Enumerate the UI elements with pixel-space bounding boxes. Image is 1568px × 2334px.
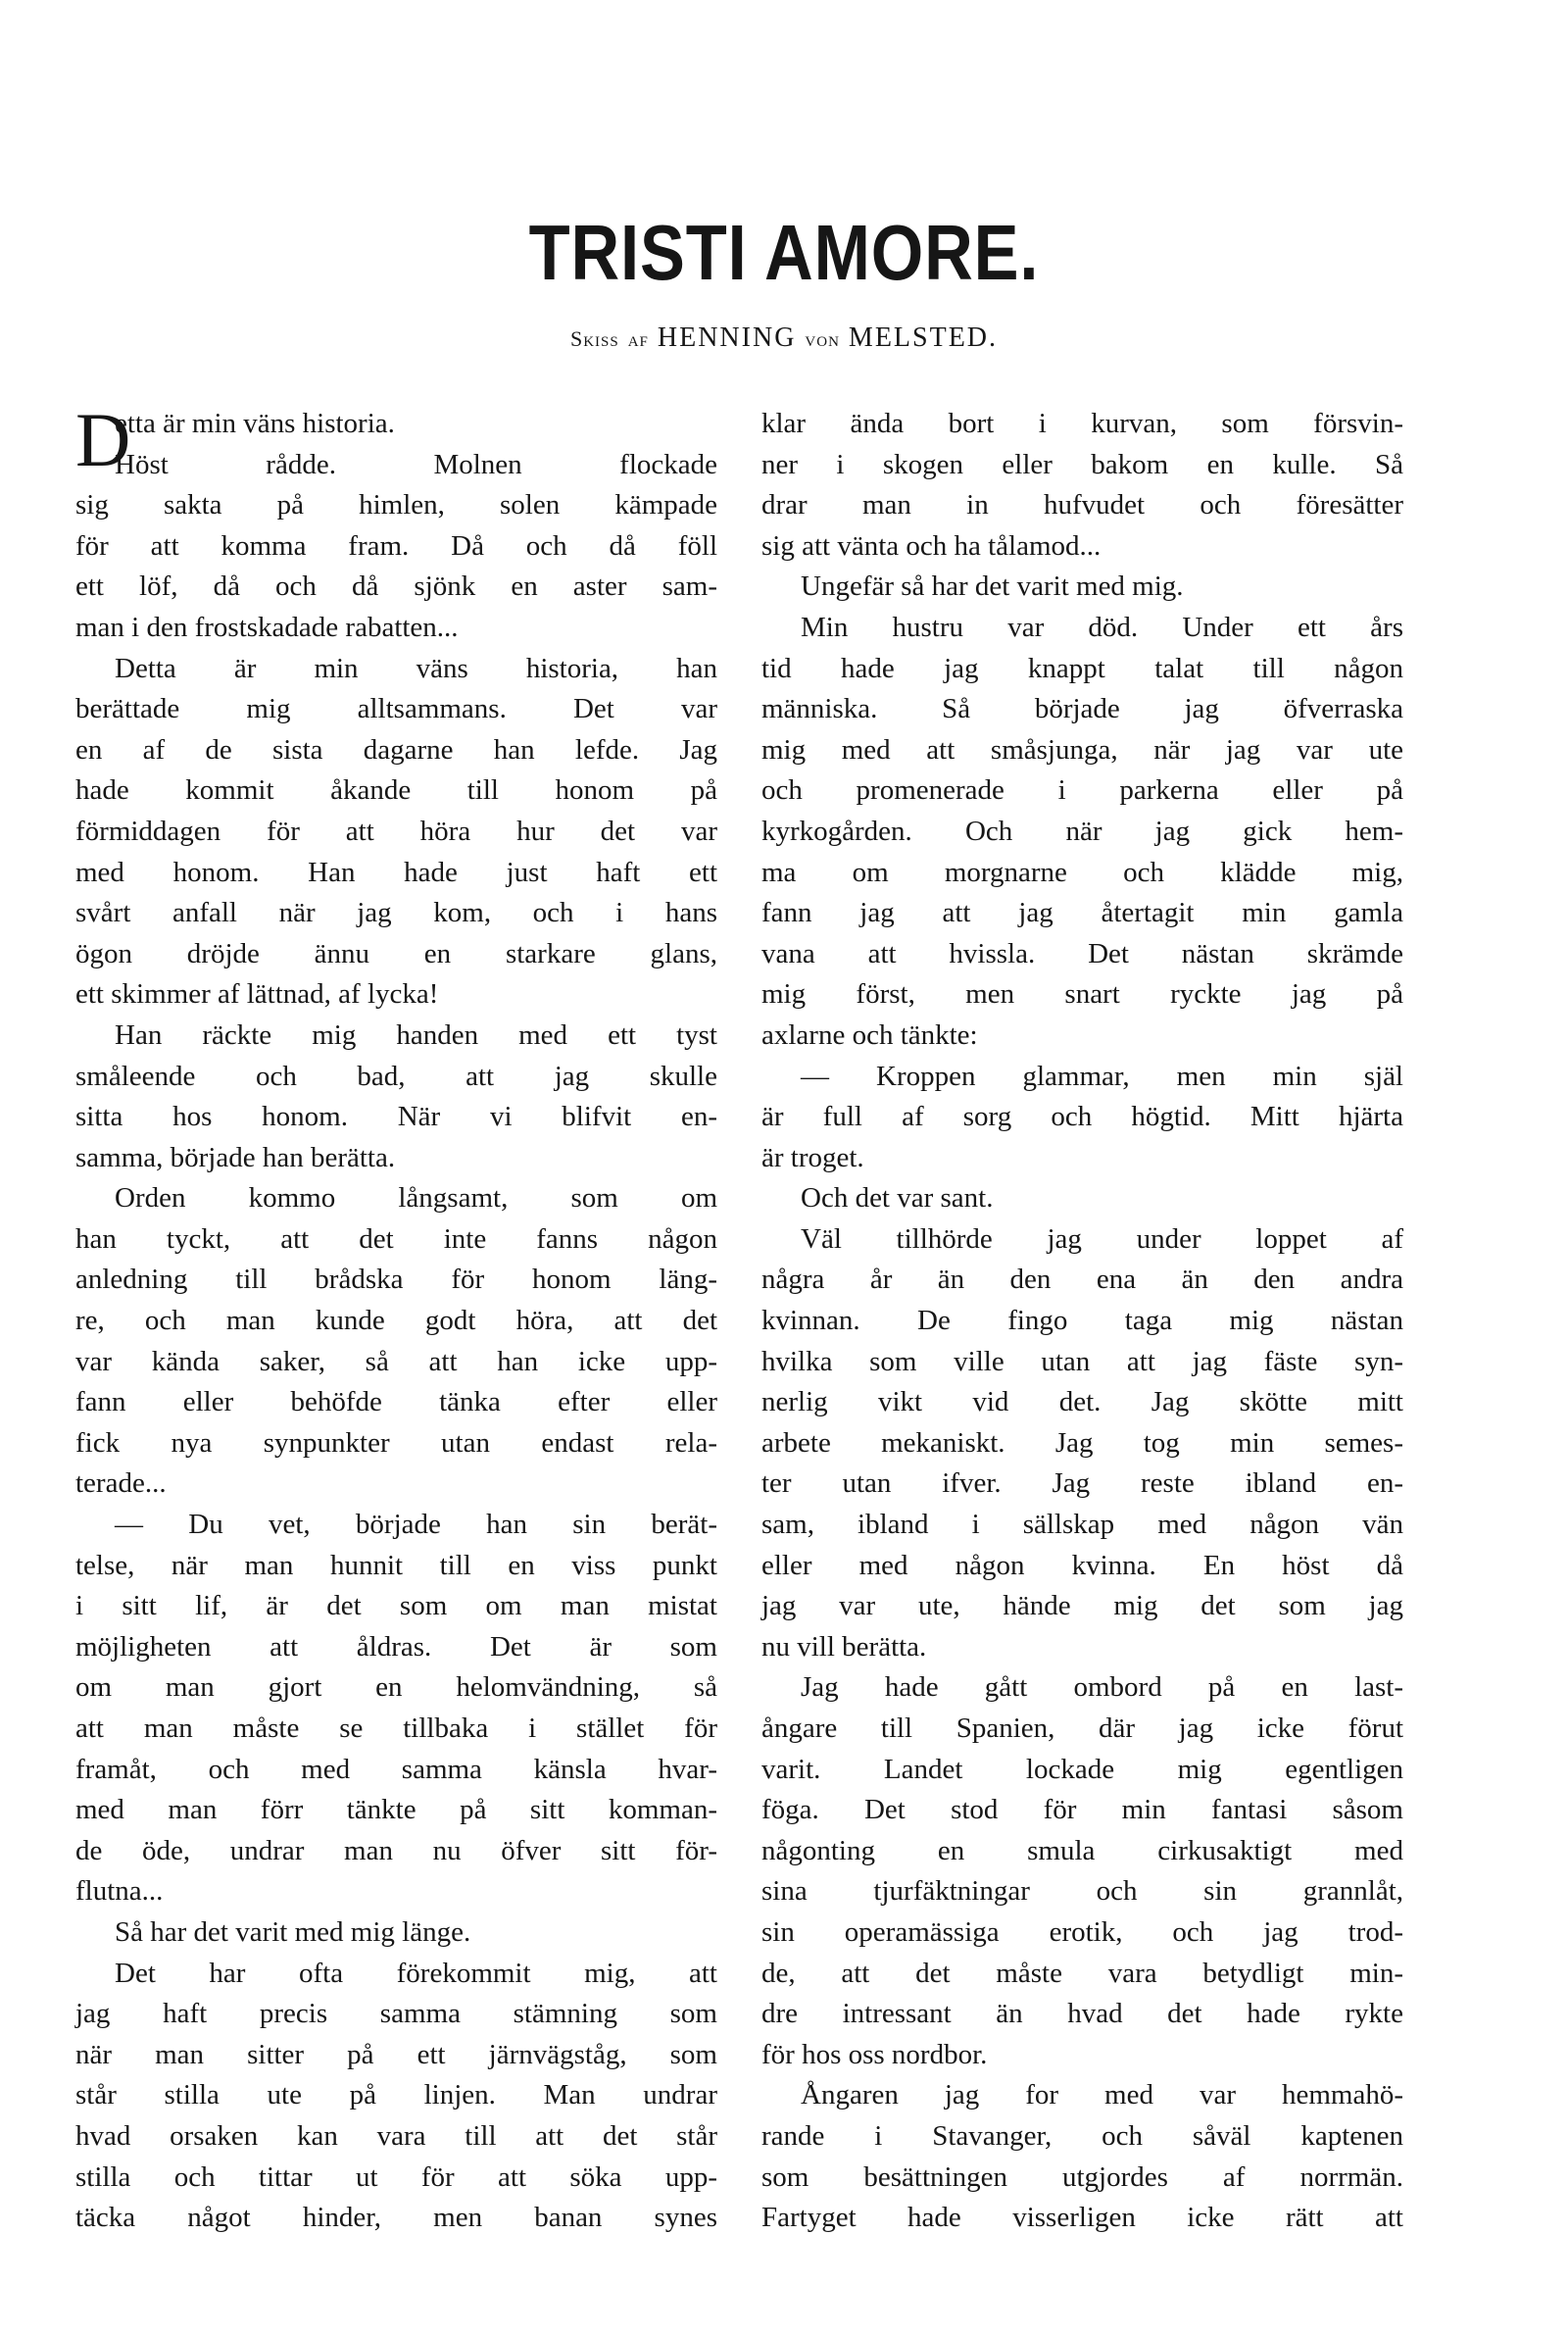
right-column-line: jag var ute, hände mig det som jag [761, 1590, 1403, 1622]
right-column-line: varit. Landet lockade mig egentligen [761, 1753, 1403, 1785]
right-column-line: föga. Det stod för min fantasi såsom [761, 1794, 1403, 1826]
left-column-line: i sitt lif, är det som om man mistat [75, 1590, 717, 1622]
right-column-line: ner i skogen eller bakom en kulle. Så [761, 448, 1403, 480]
right-column-line: Ångaren jag for med var hemmahö- [801, 2079, 1403, 2111]
left-column-line: att man måste se tillbaka i stället för [75, 1713, 717, 1744]
right-column-line: ångare till Spanien, där jag icke förut [761, 1713, 1403, 1744]
byline-author-first: HENNING [657, 323, 797, 353]
right-column-line: någonting en smula cirkusaktigt med [761, 1834, 1403, 1866]
left-column-line: terade... [75, 1467, 167, 1500]
right-column-line: fann jag att jag återtagit min gamla [761, 897, 1403, 929]
left-column-line: man i den frostskadade rabatten... [75, 611, 459, 643]
left-column-line: etta är min väns historia. [115, 408, 395, 439]
left-column-line: berättade mig alltsammans. Det var [75, 693, 717, 725]
right-column-line: sina tjurfäktningar och sin grannlåt, [761, 1875, 1403, 1908]
left-column-line: hade kommit åkande till honom på [75, 774, 717, 807]
right-column-line: sam, ibland i sällskap med någon vän [761, 1509, 1403, 1541]
right-column-line: ma om morgnarne och klädde mig, [761, 856, 1403, 888]
left-column-line: när man sitter på ett järnvägståg, som [75, 2038, 717, 2070]
right-column-line: mig med att småsjunga, när jag var ute [761, 733, 1403, 766]
left-column-line: stilla och tittar ut för att söka upp- [75, 2160, 717, 2193]
right-column-line: tid hade jag knappt talat till någon [761, 652, 1403, 684]
left-column-line: möjligheten att åldras. Det är som [75, 1630, 717, 1663]
left-column-line: Höst rådde. Molnen flockade [115, 448, 717, 480]
byline-von: von [805, 326, 840, 351]
left-column-line: han tyckt, att det inte fanns någon [75, 1222, 717, 1255]
left-column-line: Det har ofta förekommit mig, att [115, 1957, 717, 1989]
left-column-line: fann eller behöfde tänka efter eller [75, 1386, 717, 1418]
right-column-line: klar ända bort i kurvan, som försvin- [761, 408, 1403, 439]
right-column-line: drar man in hufvudet och föresätter [761, 489, 1403, 521]
left-column-line: jag haft precis samma stämning som [75, 1998, 717, 2030]
left-column-line: förmiddagen för att höra hur det var [75, 815, 717, 847]
left-column-line: Detta är min väns historia, han [115, 652, 717, 684]
text-column-right [761, 404, 1403, 2239]
left-column-line: anledning till brådska för honom läng- [75, 1264, 717, 1296]
left-column-line: ett skimmer af lättnad, af lycka! [75, 978, 439, 1011]
left-column-line: med honom. Han hade just haft ett [75, 856, 717, 888]
drop-cap: D [75, 397, 131, 482]
left-column-line: Han räckte mig handen med ett tyst [115, 1018, 717, 1051]
right-column-line: Ungefär så har det varit med mig. [801, 571, 1184, 603]
right-column-line: sin operamässiga erotik, och jag trod- [761, 1915, 1403, 1948]
left-column-line: var kända saker, så att han icke upp- [75, 1345, 717, 1377]
right-column-line: som besättningen utgjordes af norrmän. [761, 2160, 1403, 2193]
right-column-line: Och det var sant. [801, 1182, 994, 1215]
left-column-line: telse, när man hunnit till en viss punkt [75, 1549, 717, 1581]
right-column-line: rande i Stavanger, och såväl kaptenen [761, 2119, 1403, 2152]
left-column-line: ett löf, då och då sjönk en aster sam- [75, 571, 717, 603]
left-column-line: — Du vet, började han sin berät- [115, 1509, 717, 1541]
right-column-line: och promenerade i parkerna eller på [761, 774, 1403, 807]
left-column-line: framåt, och med samma känsla hvar- [75, 1753, 717, 1785]
right-column-line: arbete mekaniskt. Jag tog min semes- [761, 1426, 1403, 1459]
right-column-line: är troget. [761, 1141, 864, 1173]
right-column-line: nerlig vikt vid det. Jag skötte mitt [761, 1386, 1403, 1418]
right-column-line: hvilka som ville utan att jag fäste syn- [761, 1345, 1403, 1377]
right-column-line: några år än den ena än den andra [761, 1264, 1403, 1296]
left-column-line: re, och man kunde godt höra, att det [75, 1305, 717, 1337]
right-column-line: Min hustru var död. Under ett års [801, 611, 1403, 643]
right-column-line: kyrkogården. Och när jag gick hem- [761, 815, 1403, 847]
byline [0, 323, 1568, 354]
right-column-line: nu vill berätta. [761, 1630, 927, 1663]
left-column-line: hvad orsaken kan vara till att det står [75, 2119, 717, 2152]
right-column-line: vana att hvissla. Det nästan skrämde [761, 937, 1403, 969]
right-column-line: ter utan ifver. Jag reste ibland en- [761, 1467, 1403, 1500]
right-column-line: eller med någon kvinna. En höst då [761, 1549, 1403, 1581]
right-column-line: för hos oss nordbor. [761, 2038, 988, 2070]
left-column-line: en af de sista dagarne han lefde. Jag [75, 733, 717, 766]
text-column-left [75, 397, 717, 2239]
right-column-line: dre intressant än hvad det hade rykte [761, 1998, 1403, 2030]
right-column-line: Fartyget hade visserligen icke rätt att [761, 2202, 1403, 2234]
byline-author-last: MELSTED. [848, 323, 999, 353]
left-column-line: om man gjort en helomvändning, så [75, 1671, 717, 1704]
right-column-line: axlarne och tänkte: [761, 1018, 978, 1051]
left-column-line: svårt anfall när jag kom, och i hans [75, 897, 717, 929]
left-column-line: Så har det varit med mig länge. [115, 1915, 471, 1948]
right-column-line: sig att vänta och ha tålamod... [761, 529, 1102, 562]
left-column-line: för att komma fram. Då och då föll [75, 529, 717, 562]
left-column-line: fick nya synpunkter utan endast rela- [75, 1426, 717, 1459]
right-column-line: är full af sorg och högtid. Mitt hjärta [761, 1101, 1403, 1133]
right-column-line: kvinnan. De fingo taga mig nästan [761, 1305, 1403, 1337]
left-column-line: småleende och bad, att jag skulle [75, 1060, 717, 1092]
left-column-line: med man förr tänkte på sitt komman- [75, 1794, 717, 1826]
left-column-line: täcka något hinder, men banan synes [75, 2202, 717, 2234]
left-column-line: står stilla ute på linjen. Man undrar [75, 2079, 717, 2111]
left-column-line: flutna... [75, 1875, 164, 1908]
left-column-line: sig sakta på himlen, solen kämpade [75, 489, 717, 521]
byline-skiss: Skiss [569, 326, 619, 351]
right-column-line: — Kroppen glammar, men min själ [801, 1060, 1403, 1092]
right-column-line: mig först, men snart ryckte jag på [761, 978, 1403, 1011]
left-column-line: sitta hos honom. När vi blifvit en- [75, 1101, 717, 1133]
right-column-line: de, att det måste vara betydligt min- [761, 1957, 1403, 1989]
left-column-line: de öde, undrar man nu öfver sitt för- [75, 1834, 717, 1866]
left-column-line: Orden kommo långsamt, som om [115, 1182, 717, 1215]
right-column-line: människa. Så började jag öfverraska [761, 693, 1403, 725]
article-title: TRISTI AMORE. [528, 209, 1040, 296]
byline-af: af [627, 326, 649, 351]
left-column-line: ögon dröjde ännu en starkare glans, [75, 937, 717, 969]
right-column-line: Jag hade gått ombord på en last- [801, 1671, 1403, 1704]
right-column-line: Väl tillhörde jag under loppet af [801, 1222, 1403, 1255]
left-column-line: samma, började han berätta. [75, 1141, 396, 1173]
